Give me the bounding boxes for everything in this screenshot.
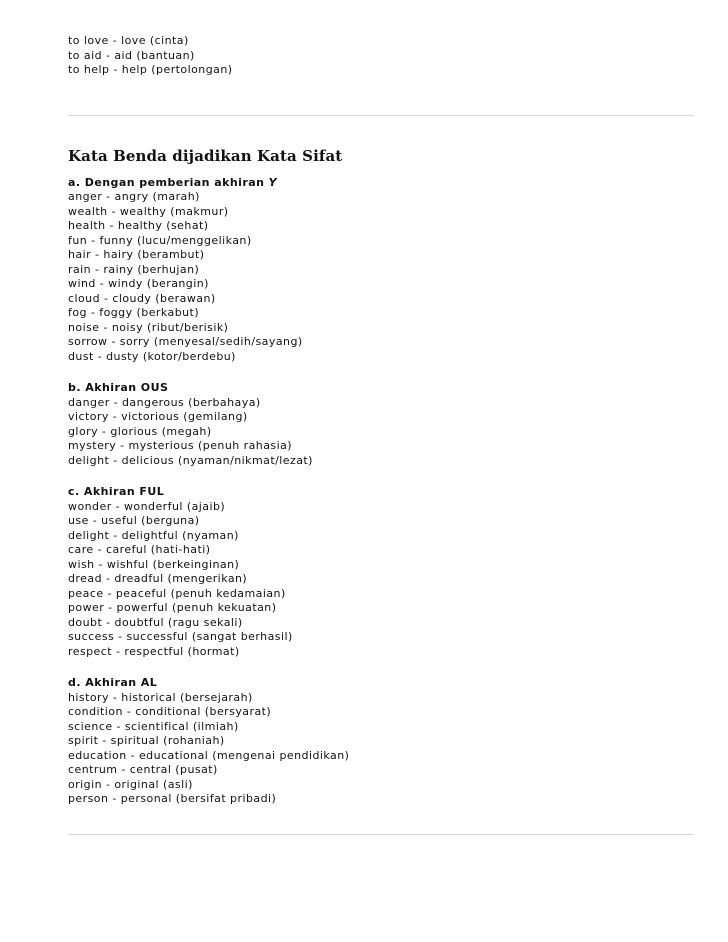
list-item: peace - peaceful (penuh kedamaian) <box>68 586 286 600</box>
list-item: noise - noisy (ribut/berisik) <box>68 320 229 334</box>
page-title: Kata Benda dijadikan Kata Sifat <box>68 146 343 165</box>
horizontal-divider <box>68 115 694 116</box>
list-item: wonder - wonderful (ajaib) <box>68 499 226 513</box>
list-item: dread - dreadful (mengerikan) <box>68 572 248 585</box>
list-item: wish - wishful (berkeinginan) <box>68 557 240 571</box>
document-page <box>68 34 694 835</box>
list-item: anger - angry (marah) <box>68 190 200 203</box>
list-item: education - educational (mengenai pendidikan) <box>68 748 350 762</box>
list-item: respect - respectful (hormat) <box>68 644 240 658</box>
list-item: to love - love (cinta) <box>68 34 189 47</box>
list-item: victory - victorious (gemilang) <box>68 410 248 423</box>
list-item: delight - delightful (nyaman) <box>68 528 239 542</box>
section-heading-text: b. Akhiran OUS <box>68 381 169 394</box>
list-item: rain - rainy (berhujan) <box>68 262 200 276</box>
horizontal-divider <box>68 834 694 835</box>
section-heading-text: c. Akhiran FUL <box>68 485 165 498</box>
list-item: science - scientifical (ilmiah) <box>68 719 239 733</box>
list-item: delight - delicious (nyaman/nikmat/lezat) <box>68 453 313 467</box>
list-item: care - careful (hati-hati) <box>68 543 211 556</box>
section-heading <box>68 176 694 191</box>
section-d <box>68 676 694 807</box>
list-item: glory - glorious (megah) <box>68 424 212 438</box>
list-item: to aid - aid (bantuan) <box>68 48 195 62</box>
list-item: wind - windy (berangin) <box>68 277 209 290</box>
list-item: sorrow - sorry (menyesal/sedih/sayang) <box>68 335 303 348</box>
list-item: power - powerful (penuh kekuatan) <box>68 601 277 614</box>
section-heading-suffix: Y <box>268 175 278 189</box>
list-item: to help - help (pertolongan) <box>68 63 233 76</box>
list-item: hair - hairy (berambut) <box>68 248 205 261</box>
list-item: fog - foggy (berkabut) <box>68 306 200 319</box>
list-item: centrum - central (pusat) <box>68 763 218 776</box>
list-item: cloud - cloudy (berawan) <box>68 291 216 305</box>
list-item: history - historical (bersejarah) <box>68 690 253 704</box>
section-heading-text: d. Akhiran AL <box>68 676 158 689</box>
list-item: doubt - doubtful (ragu sekali) <box>68 615 243 629</box>
list-item: spirit - spiritual (rohaniah) <box>68 734 225 747</box>
list-item: wealth - wealthy (makmur) <box>68 204 229 218</box>
list-item: use - useful (berguna) <box>68 514 200 527</box>
list-item: success - successful (sangat berhasil) <box>68 630 293 643</box>
section-c <box>68 485 694 659</box>
section-a <box>68 176 694 365</box>
section-heading <box>68 676 694 691</box>
section-b <box>68 381 694 468</box>
list-item: health - healthy (sehat) <box>68 219 209 232</box>
list-item: origin - original (asli) <box>68 777 193 791</box>
top-word-list <box>68 34 694 78</box>
list-item: danger - dangerous (berbahaya) <box>68 395 261 409</box>
list-item: condition - conditional (bersyarat) <box>68 705 272 718</box>
list-item: fun - funny (lucu/menggelikan) <box>68 233 252 247</box>
list-item: person - personal (bersifat pribadi) <box>68 792 277 805</box>
section-heading <box>68 485 694 500</box>
section-heading <box>68 381 694 396</box>
list-item: mystery - mysterious (penuh rahasia) <box>68 439 293 452</box>
list-item: dust - dusty (kotor/berdebu) <box>68 349 236 363</box>
section-heading-text: a. Dengan pemberian akhiran <box>68 175 269 189</box>
